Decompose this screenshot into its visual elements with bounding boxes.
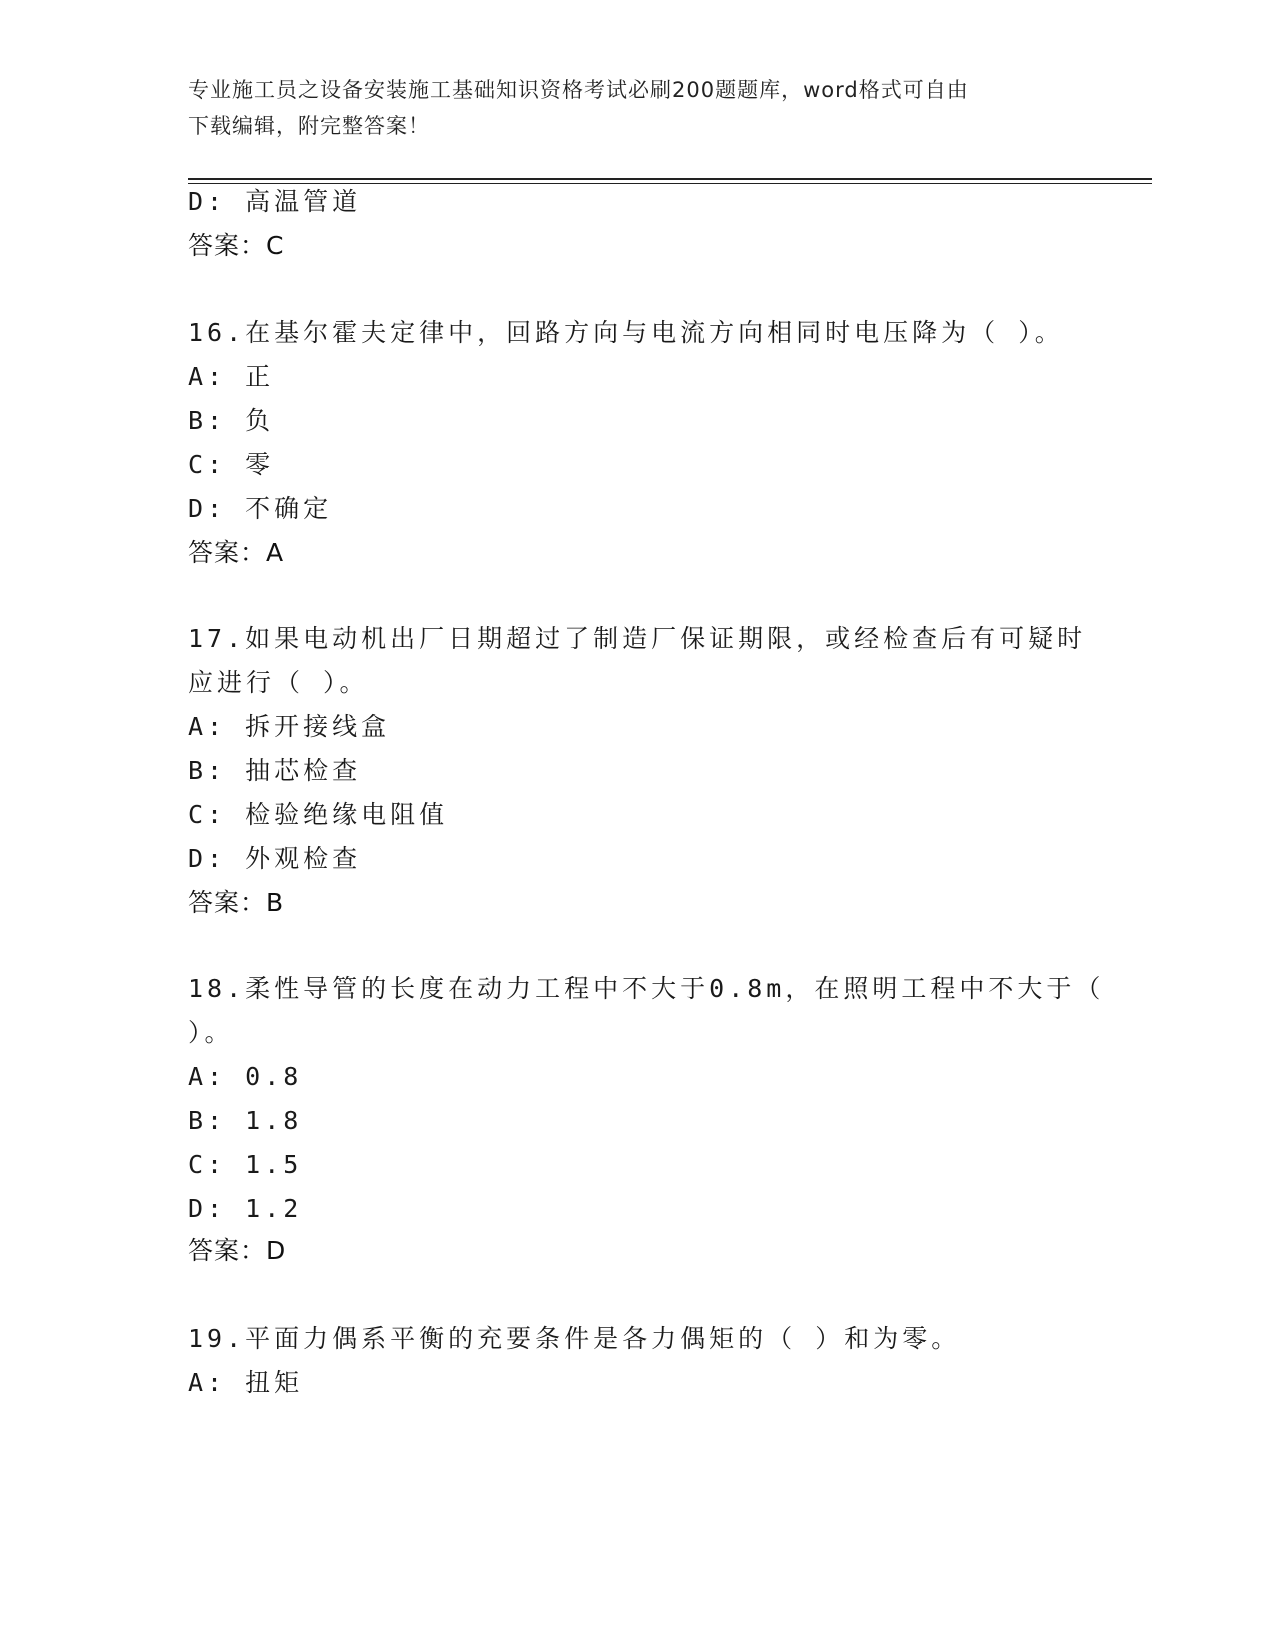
q18-stem-line-1: 18.柔性导管的长度在动力工程中不大于0.8m，在照明工程中不大于（	[188, 974, 1105, 1003]
q17-answer: 答案：B	[188, 888, 285, 917]
q17-option-a: A: 拆开接线盒	[188, 712, 391, 741]
q17-stem-line-2: 应进行（ ）。	[188, 668, 369, 697]
q17-stem-line-1: 17.如果电动机出厂日期超过了制造厂保证期限，或经检查后有可疑时	[188, 624, 1087, 653]
q17-option-b: B: 抽芯检查	[188, 756, 362, 785]
header-line-1: 专业施工员之设备安装施工基础知识资格考试必刷200题题库，word格式可自由	[188, 78, 969, 102]
q18-stem-line-2: ）。	[188, 1018, 234, 1047]
q18-option-c: C: 1.5	[188, 1150, 303, 1179]
header-divider-thick	[188, 178, 1152, 180]
header-line-2: 下载编辑，附完整答案！	[188, 114, 430, 138]
q16-option-b: B: 负	[188, 406, 275, 435]
q16-option-d: D: 不确定	[188, 494, 333, 523]
q17-option-c: C: 检验绝缘电阻值	[188, 800, 449, 829]
q18-answer: 答案：D	[188, 1236, 287, 1265]
prev-option-d: D: 高温管道	[188, 187, 362, 216]
q18-option-a: A: 0.8	[188, 1062, 303, 1091]
q16-stem: 16.在基尔霍夫定律中，回路方向与电流方向相同时电压降为（ ）。	[188, 318, 1064, 347]
q17-option-d: D: 外观检查	[188, 844, 362, 873]
q16-answer: 答案：A	[188, 538, 285, 567]
document-header	[188, 72, 1068, 144]
q19-stem: 19.平面力偶系平衡的充要条件是各力偶矩的（ ）和为零。	[188, 1324, 961, 1353]
q18-option-d: D: 1.2	[188, 1194, 303, 1223]
q19-option-a: A: 扭矩	[188, 1368, 304, 1397]
q16-option-a: A: 正	[188, 362, 275, 391]
prev-answer: 答案：C	[188, 231, 285, 260]
q16-option-c: C: 零	[188, 450, 275, 479]
header-divider-thin	[188, 183, 1152, 184]
q18-option-b: B: 1.8	[188, 1106, 303, 1135]
